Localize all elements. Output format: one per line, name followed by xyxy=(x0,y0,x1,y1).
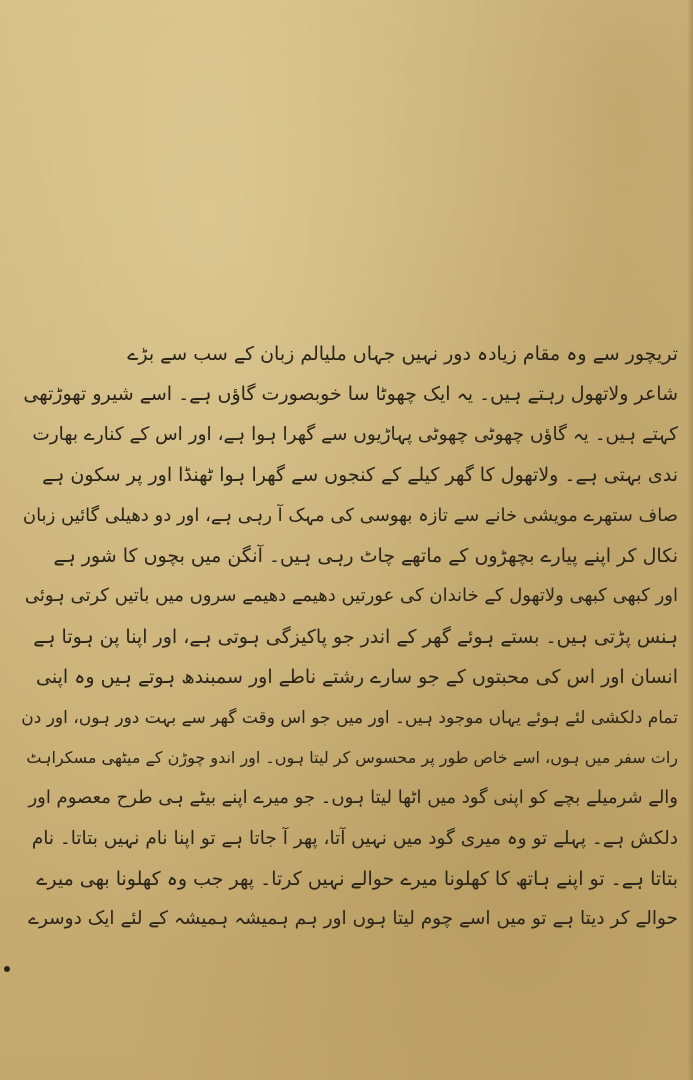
text-line-8: ہنس پڑتی ہیں۔ بستے ہوئے گھر کے اندر جو پاکیزگی ہوتی ہے، اور اپنا پن ہوتا ہے xyxy=(33,625,678,648)
text-line-7: اور کبھی کبھی ولاتھول کے خاندان کی عورتیں دھیمے دھیمے سروں میں باتیں کرتی ہوئی xyxy=(24,585,678,607)
page-edge-shadow xyxy=(687,0,693,1080)
text-line-15: حوالے کر دیتا ہے تو میں اسے چوم لیتا ہوں اور ہم ہمیشہ ہمیشہ کے لئے ایک دوسرے xyxy=(28,908,678,930)
text-line-9: انسان اور اس کی محبتوں کے جو سارے رشتے ناطے اور سمبندھ ہوتے ہیں وہ اپنی xyxy=(36,666,678,689)
text-line-4: ندی بہتی ہے۔ ولاتھول کا گھر کیلے کے کنجوں سے گھرا ہوا ٹھنڈا اور پر سکون ہے xyxy=(42,464,678,487)
text-line-10: تمام دلکشی لئے ہوئے یہاں موجود ہیں۔ اور میں جو اس وقت گھر سے بہت دور ہوں، اور دن xyxy=(21,707,678,728)
text-line-5: صاف ستھرے مویشی خانے سے تازہ بھوسی کی مہک آ رہی ہے، اور دو دھیلی گائیں زبان xyxy=(22,504,678,526)
text-line-2: شاعر ولاتھول رہتے ہیں۔ یہ ایک چھوٹا سا خوبصورت گاؤں ہے۔ اسے شیرو تھوڑتھی xyxy=(23,383,678,406)
text-line-6: نکال کر اپنے پیارے بچھڑوں کے ماتھے چاٹ رہی ہیں۔ آنگن میں بچوں کا شور ہے xyxy=(53,544,678,567)
text-line-3: کہتے ہیں۔ یہ گاؤں چھوٹی چھوٹی پہاڑیوں سے گھرا ہوا ہے، اور اس کے کنارے بھارت xyxy=(32,423,678,445)
text-line-13: دلکش ہے۔ پہلے تو وہ میری گود میں نہیں آتا، پھر آ جاتا ہے تو اپنا نام نہیں بتاتا۔ نام xyxy=(31,827,678,849)
text-line-14: بتاتا ہے۔ تو اپنے ہاتھ کا کھلونا میرے حوالے نہیں کرتا۔ پھر جب وہ کھلونا بھی میرے xyxy=(36,868,678,891)
urdu-text-block xyxy=(18,334,678,940)
text-line-11: رات سفر میں ہوں، اسے خاص طور پر محسوس کر لیتا ہوں۔ اور اندو چوڑن کے میٹھی مسکراہٹ xyxy=(26,747,678,767)
text-line-12: والے شرمیلے بچے کو اپنی گود میں اٹھا لیتا ہوں۔ جو میرے اپنے بیٹے ہی طرح معصوم اور xyxy=(28,787,678,809)
margin-dot-mark xyxy=(4,966,10,972)
text-line-1: تریچور سے وہ مقام زیادہ دور نہیں جہاں ملیالم زبان کے سب سے بڑے xyxy=(127,343,678,365)
